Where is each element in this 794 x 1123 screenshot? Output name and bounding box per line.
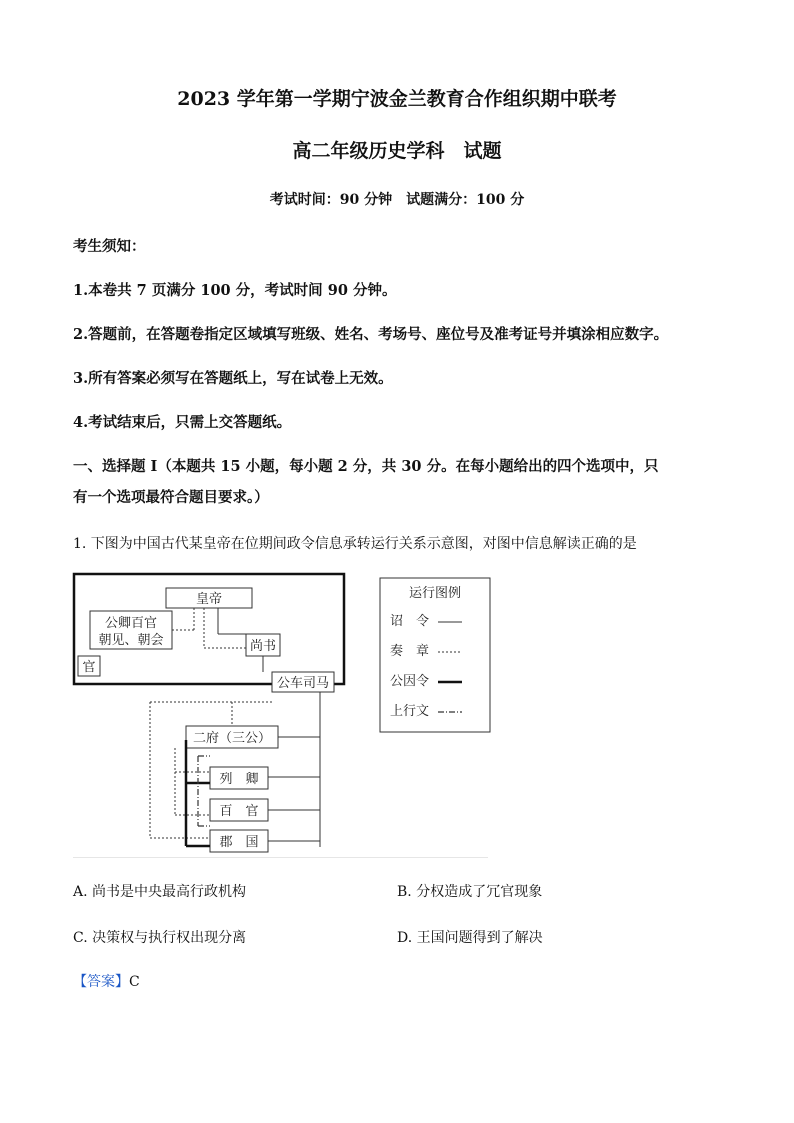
answer-label: 【答案】 (73, 974, 129, 990)
gongche-label: 公车司马 (276, 676, 330, 691)
exam-subtitle: 高二年级历史学科 试题 (292, 140, 502, 162)
government-flow-diagram (70, 570, 500, 860)
exam-title: 2023 学年第一学期宁波金兰教育合作组织期中联考 (177, 88, 617, 110)
palace-label: 官 (82, 660, 96, 675)
lieqing-label: 列 卿 (219, 772, 259, 787)
notice-item-1: 1.本卷共 7 页满分 100 分，考试时间 90 分钟。 (73, 282, 397, 299)
notice-item-4: 4.考试结束后，只需上交答题纸。 (73, 414, 292, 431)
erfu-label: 二府（三公） (192, 731, 272, 746)
legend-title: 运行图例 (408, 586, 462, 601)
answer-value: C (129, 974, 140, 990)
notice-item-3: 3.所有答案必须写在答题纸上，写在试卷上无效。 (73, 370, 393, 387)
section-heading-line2: 有一个选项最符合题目要求。） (73, 489, 269, 506)
legend-item-memorial: 奏 章 (390, 644, 430, 659)
junguo-label: 郡 国 (219, 835, 259, 850)
question-1-stem: 1. 下图为中国古代某皇帝在位期间政令信息承转运行关系示意图，对图中信息解读正确的是 (73, 536, 637, 552)
option-a: A. 尚书是中央最高行政机构 (73, 884, 247, 900)
option-d: D. 王国问题得到了解决 (397, 930, 543, 946)
option-c: C. 决策权与执行权出现分离 (73, 930, 247, 946)
emperor-label: 皇帝 (195, 592, 223, 607)
legend-item-edict: 诏 令 (390, 614, 430, 629)
legend-item-upward: 上行文 (390, 704, 430, 719)
answer-line (73, 971, 140, 991)
legend-item-gongyin: 公因令 (390, 674, 430, 689)
court-label-line1: 公卿百官 (104, 616, 158, 631)
shangshu-label: 尚书 (249, 639, 277, 654)
diagram-divider (73, 857, 488, 858)
exam-info: 考试时间：90 分钟 试题满分：100 分 (269, 192, 525, 208)
section-heading-line1: 一、选择题 I（本题共 15 小题，每小题 2 分，共 30 分。在每小题给出的四个选项中，只 (73, 458, 659, 475)
notice-item-2: 2.答题前，在答题卷指定区域填写班级、姓名、考场号、座位号及准考证号并填涂相应数字。 (73, 326, 669, 343)
option-b: B. 分权造成了冗官现象 (397, 884, 543, 900)
court-label-line2: 朝见、朝会 (98, 633, 164, 648)
notice-heading: 考生须知： (73, 238, 146, 255)
baiguan-label: 百 官 (219, 804, 259, 819)
